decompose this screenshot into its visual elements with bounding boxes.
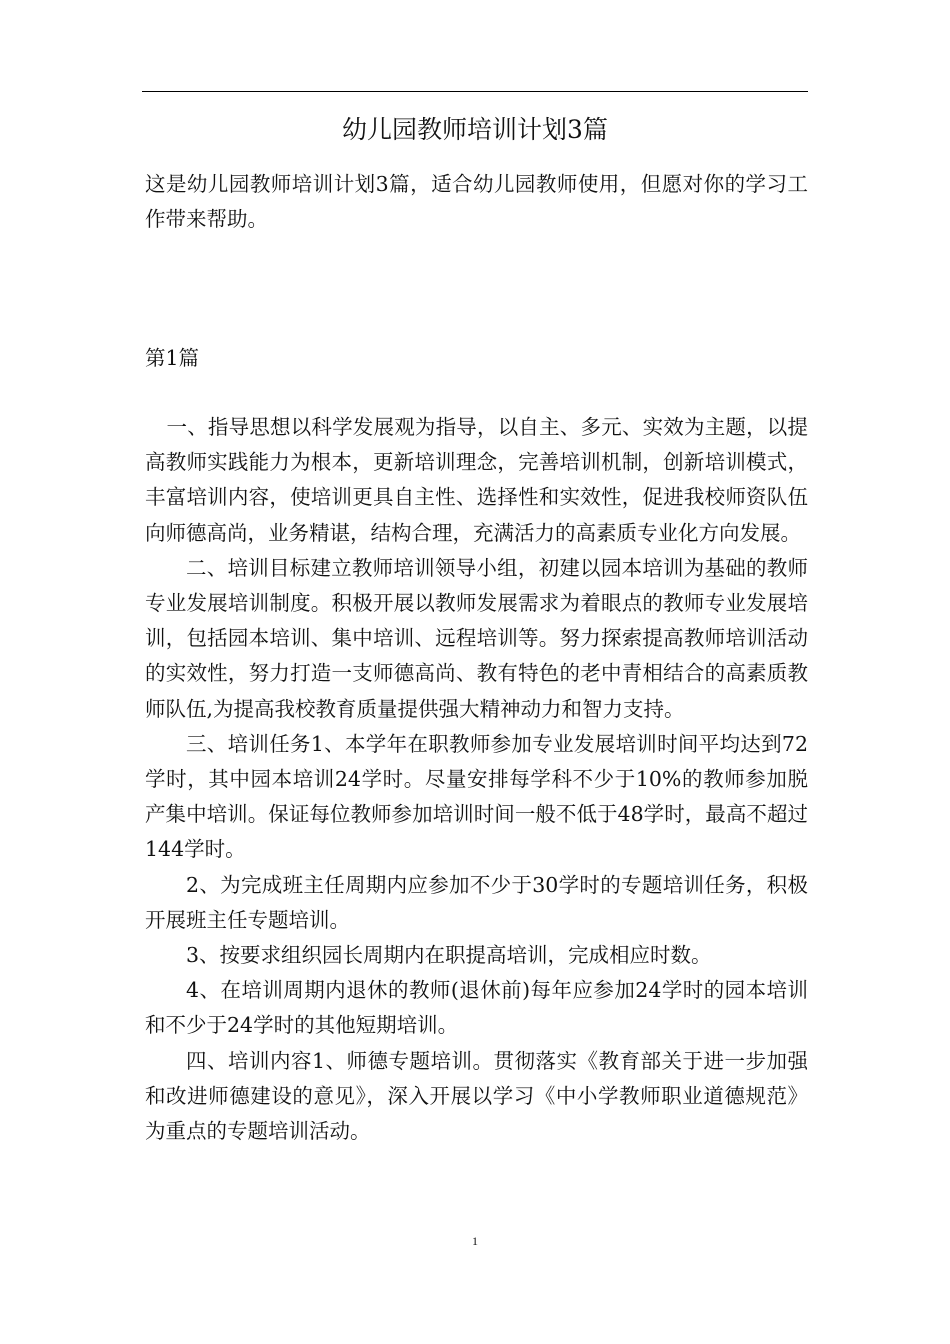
body-text: [145, 410, 808, 1149]
paragraph-training-content: 四、培训内容1、师德专题培训。贯彻落实《教育部关于进一步加强和改进师德建设的意见》，深入开展以学习《中小学教师职业道德规范》为重点的专题培训活动。: [145, 1048, 808, 1144]
paragraph-task-3: 3、按要求组织园长周期内在职提高培训，完成相应时数。: [186, 943, 712, 968]
section-heading: 第1篇: [145, 346, 200, 370]
paragraph-training-goals: 二、培训目标建立教师培训领导小组，初建以园本培训为基础的教师专业发展培训制度。积极开展以教师发展需求为着眼点的教师专业发展培训，包括园本培训、集中培训、远程培训等。努力探索提高教师培训活动的实效性，努力打造一支师德高尚、教有特色的老中青相结合的高素质教师队伍,为提高我校教育质量提供强大精神动力和智力支持。: [145, 555, 808, 721]
header-rule: [142, 91, 808, 92]
page-number: 1: [472, 1234, 478, 1248]
paragraph-task-2: 2、为完成班主任周期内应参加不少于30学时的专题培训任务，积极开展班主任专题培训。: [145, 872, 808, 932]
paragraph-training-tasks: 三、培训任务1、本学年在职教师参加专业发展培训时间平均达到72学时，其中园本培训24学时。尽量安排每学科不少于10%的教师参加脱产集中培训。保证每位教师参加培训时间一般不低于48学时，最高不超过144学时。: [145, 731, 808, 862]
document-title: 幼儿园教师培训计划3篇: [342, 115, 608, 144]
paragraph-guiding-ideology: 一、指导思想以科学发展观为指导，以自主、多元、实效为主题，以提高教师实践能力为根本，更新培训理念，完善培训机制，创新培训模式，丰富培训内容，使培训更具自主性、选择性和实效性，促进我校师资队伍向师德高尚，业务精谌，结构合理，充满活力的高素质专业化方向发展。: [145, 415, 808, 545]
paragraph-task-4: 4、在培训周期内退休的教师(退休前)每年应参加24学时的园本培训和不少于24学时的其他短期培训。: [145, 978, 808, 1038]
intro-paragraph: 这是幼儿园教师培训计划3篇，适合幼儿园教师使用，但愿对你的学习工作带来帮助。: [145, 172, 808, 232]
